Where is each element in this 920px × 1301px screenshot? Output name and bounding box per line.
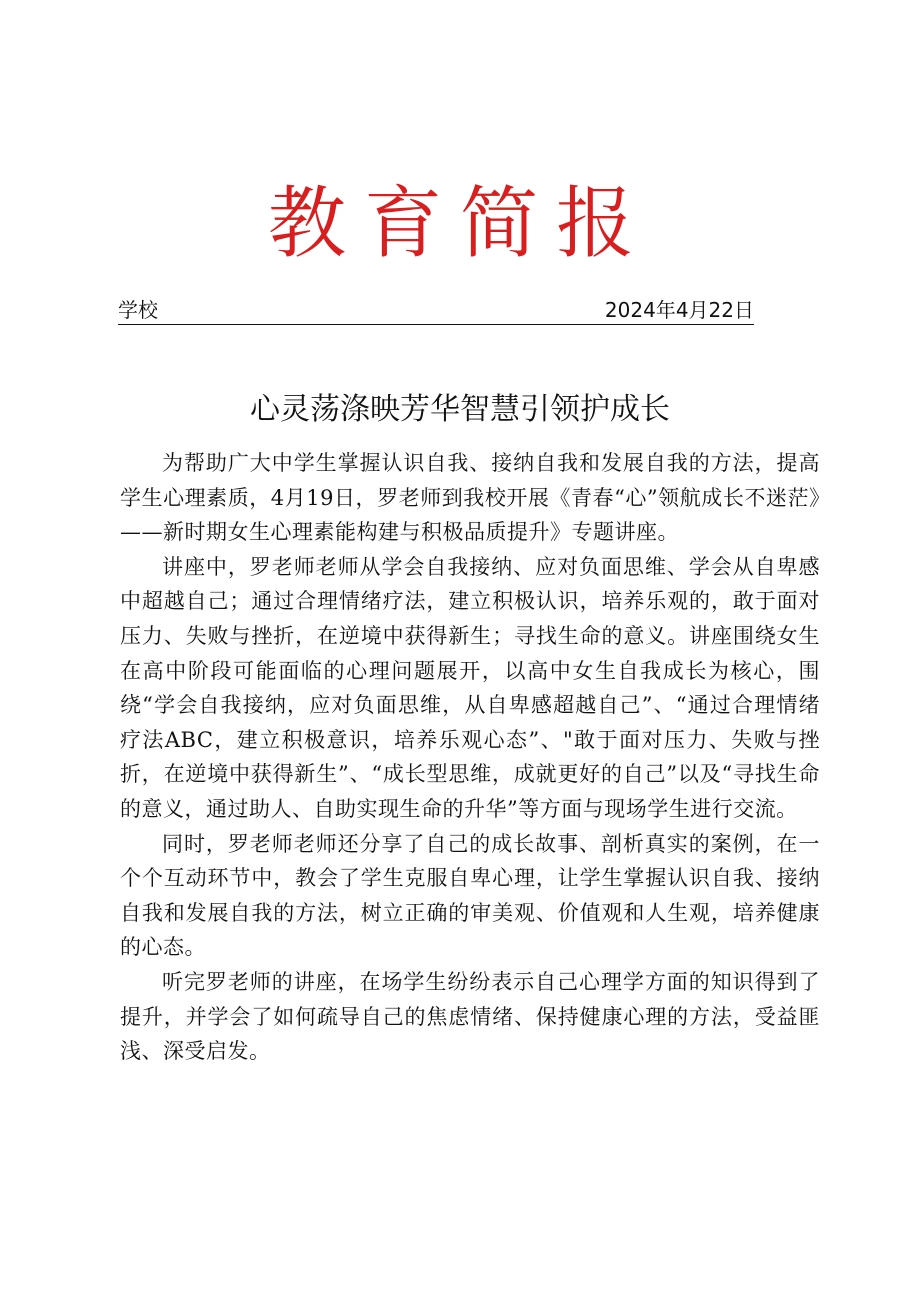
dateline <box>118 296 754 325</box>
newsletter-masthead: 教育简报 <box>267 179 652 269</box>
article-headline: 心灵荡涤映芳华智慧引领护成长 <box>250 392 670 427</box>
school-label: 学校 <box>118 298 158 322</box>
paragraph-feedback: 听完罗老师的讲座，在场学生纷纷表示自己心理学方面的知识得到了提升，并学会了如何疏导自己的焦虑情绪、保持健康心理的方法，受益匪浅、深受启发。 <box>120 969 820 1064</box>
paragraph-story-sharing: 同时，罗老师老师还分享了自己的成长故事、剖析真实的案例，在一个个互动环节中，教会了学生克服自卑心理，让学生掌握认识自我、接纳自我和发展自我的方法，树立正确的审美观、价值观和人生观，培养健康的心态。 <box>120 831 820 960</box>
paragraph-intro: 为帮助广大中学生掌握认识自我、接纳自我和发展自我的方法，提高学生心理素质，4月19日，罗老师到我校开展《青春“心”领航成长不迷茫》——新时期女生心理素能构建与积极品质提升》专题讲座。 <box>120 451 820 545</box>
article-body <box>120 446 820 1069</box>
issue-date: 2024年4月22日 <box>604 298 754 322</box>
paragraph-lecture-content: 讲座中，罗老师老师从学会自我接纳、应对负面思维、学会从自卑感中超越自己；通过合理情绪疗法，建立积极认识，培养乐观的，敢于面对压力、失败与挫折，在逆境中获得新生；寻找生命的意义。讲座围绕女生在高中阶段可能面临的心理问题展开，以高中女生自我成长为核心，围绕“学会自我接纳，应对负面思维，从自卑感超越自己”、“通过合理情绪疗法ABC，建立积极意识，培养乐观心态”、"敢于面对压力、失败与挫折，在逆境中获得新生”、“成长型思维，成就更好的自己”以及“寻找生命的意义，通过助人、自助实现生命的升华”等方面与现场学生进行交流。 <box>120 554 820 821</box>
